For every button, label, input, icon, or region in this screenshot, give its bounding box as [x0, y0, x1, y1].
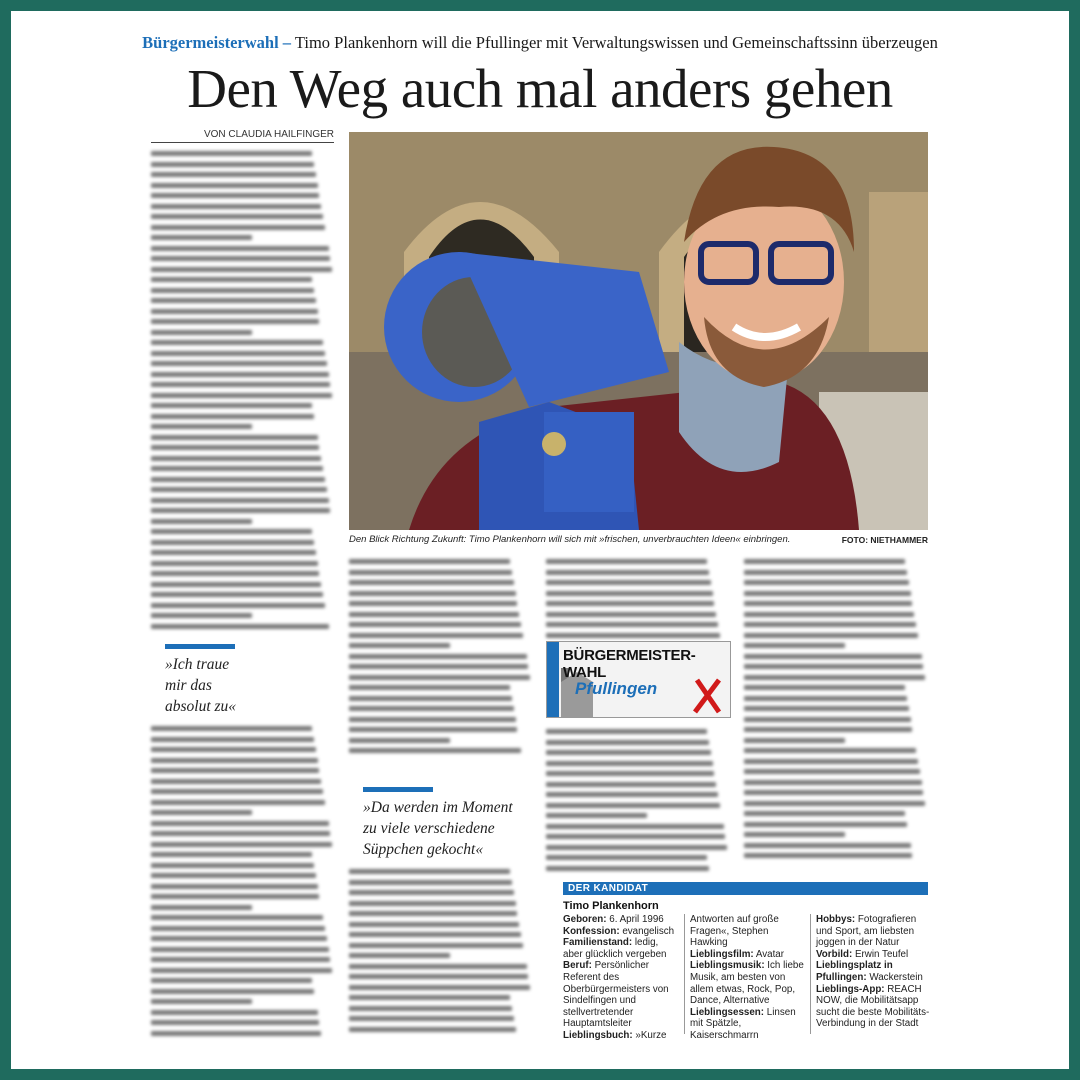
- infobox-value: Persönlicher Referent des Oberbürgermeisters von Sindelfingen und stellvertretender Hauptamtsleiter: [563, 960, 669, 1030]
- blurred-text-line: [546, 580, 711, 585]
- blurred-text-line: [349, 622, 521, 627]
- blurred-text-line: [151, 403, 312, 408]
- infobox-value: Linsen mit Spätzle, Kaiserschmarrn: [690, 1006, 796, 1041]
- blurred-text-line: [546, 771, 714, 776]
- infobox-value: Wackerstein: [866, 971, 923, 983]
- blurred-text-line: [744, 738, 845, 743]
- blurred-text-line: [151, 603, 325, 608]
- blurred-text-line: [744, 727, 912, 732]
- infobox-column-2: [690, 914, 806, 1042]
- blurred-text-line: [151, 737, 314, 742]
- pull-quote-line: Süppchen gekocht«: [363, 841, 484, 858]
- blurred-text-line: [744, 685, 905, 690]
- blurred-text-line: [349, 901, 516, 906]
- pull-quote-line: absolut zu«: [165, 698, 237, 715]
- blurred-text-line: [349, 1006, 512, 1011]
- blurred-text-line: [744, 832, 845, 837]
- blurred-text-line: [151, 842, 332, 847]
- blurred-text-line: [546, 792, 718, 797]
- blurred-text-line: [151, 477, 325, 482]
- blurred-text-line: [546, 824, 724, 829]
- blurred-text-line: [349, 995, 510, 1000]
- blurred-text-line: [151, 340, 323, 345]
- infobox-label: Geboren:: [563, 914, 607, 925]
- blurred-text-line: [151, 957, 330, 962]
- blurred-text-line: [151, 989, 314, 994]
- infobox-divider: [810, 914, 811, 1034]
- infobox-label: Lieblingsplatz in Pfullingen:: [816, 960, 893, 983]
- blurred-text-line: [151, 821, 329, 826]
- logo-title: BÜRGERMEISTER-WAHL: [563, 647, 696, 681]
- infobox-value: Avatar: [753, 948, 785, 960]
- blurred-text-line: [349, 880, 512, 885]
- blurred-text-line: [151, 351, 325, 356]
- blurred-text-line: [349, 964, 527, 969]
- blurred-text-line: [151, 225, 325, 230]
- blurred-text-line: [151, 947, 329, 952]
- blurred-text-line: [151, 256, 330, 261]
- body-text-column-3-bottom: [546, 729, 729, 876]
- blurred-text-line: [151, 298, 316, 303]
- blurred-text-line: [349, 643, 450, 648]
- blurred-text-line: [546, 750, 711, 755]
- pull-quote-line: mir das: [165, 677, 212, 694]
- blurred-text-line: [151, 435, 318, 440]
- blurred-text-line: [744, 570, 907, 575]
- blurred-text-line: [151, 624, 329, 629]
- blurred-text-line: [151, 1020, 319, 1025]
- blurred-text-line: [349, 580, 514, 585]
- blurred-text-line: [151, 267, 332, 272]
- blurred-text-line: [744, 675, 925, 680]
- blurred-text-line: [151, 613, 252, 618]
- body-text-column-left-top: [151, 151, 334, 634]
- pull-quote-line: »Da werden im Moment: [363, 799, 513, 816]
- blurred-text-line: [151, 487, 327, 492]
- blurred-text-line: [546, 622, 718, 627]
- blurred-text-line: [151, 582, 321, 587]
- blurred-text-line: [349, 943, 523, 948]
- blurred-text-line: [151, 162, 314, 167]
- blurred-text-line: [151, 508, 330, 513]
- infobox-label: Lieblingsfilm:: [690, 948, 754, 960]
- blurred-text-line: [151, 330, 252, 335]
- blurred-text-line: [744, 696, 907, 701]
- blurred-text-line: [349, 748, 521, 753]
- blurred-text-line: [151, 884, 318, 889]
- blurred-text-line: [151, 758, 318, 763]
- newspaper-page: [11, 11, 1069, 1069]
- quote-bar: [363, 787, 433, 792]
- blurred-text-line: [349, 1016, 514, 1021]
- blurred-text-line: [744, 706, 909, 711]
- infobox-label: Konfession:: [563, 925, 620, 937]
- infobox-label: Familienstand:: [563, 937, 633, 949]
- blurred-text-line: [151, 309, 318, 314]
- blurred-text-line: [151, 456, 321, 461]
- blurred-text-line: [151, 768, 319, 773]
- blurred-text-line: [151, 561, 318, 566]
- pull-quote: [165, 654, 335, 717]
- blurred-text-line: [349, 570, 512, 575]
- pull-quote: [363, 797, 543, 860]
- blurred-text-line: [151, 800, 325, 805]
- blurred-text-line: [744, 748, 916, 753]
- blurred-text-line: [744, 822, 907, 827]
- blurred-text-line: [151, 978, 312, 983]
- blurred-text-line: [546, 845, 727, 850]
- blurred-text-line: [744, 801, 925, 806]
- blurred-text-line: [744, 811, 905, 816]
- blurred-text-line: [744, 633, 918, 638]
- blurred-text-line: [151, 999, 252, 1004]
- infobox-entry: [690, 960, 806, 1006]
- blurred-text-line: [349, 974, 528, 979]
- infobox-entry: [690, 1007, 806, 1042]
- blurred-text-line: [151, 372, 329, 377]
- blurred-text-line: [151, 414, 314, 419]
- blurred-text-line: [151, 1031, 321, 1036]
- blurred-text-line: [349, 601, 517, 606]
- body-text-column-2-top: [349, 559, 532, 759]
- blurred-text-line: [546, 782, 716, 787]
- infobox-entry: [816, 914, 931, 949]
- infobox-entry: [690, 949, 806, 961]
- blurred-text-line: [349, 922, 519, 927]
- kicker-text: Timo Plankenhorn will die Pfullinger mit Verwaltungswissen und Gemeinschaftssinn überzeugen: [294, 33, 938, 52]
- blurred-text-line: [151, 926, 325, 931]
- blurred-text-line: [151, 151, 312, 156]
- blurred-text-line: [349, 591, 516, 596]
- blurred-text-line: [349, 985, 530, 990]
- blurred-text-line: [546, 612, 716, 617]
- blurred-text-line: [744, 853, 912, 858]
- blurred-text-line: [546, 591, 713, 596]
- blurred-text-line: [744, 717, 911, 722]
- blurred-text-line: [151, 498, 329, 503]
- logo-town: Pfullingen: [575, 679, 658, 698]
- blurred-text-line: [744, 591, 911, 596]
- blurred-text-line: [546, 729, 707, 734]
- blurred-text-line: [151, 246, 329, 251]
- blurred-text-line: [546, 633, 720, 638]
- infobox-entry: [563, 926, 679, 938]
- infobox-value: »Kurze: [632, 1029, 667, 1041]
- blurred-text-line: [349, 953, 450, 958]
- blurred-text-line: [546, 866, 709, 871]
- blurred-text-line: [151, 540, 314, 545]
- blurred-text-line: [151, 550, 316, 555]
- blurred-text-line: [151, 235, 252, 240]
- infobox-value: REACH NOW, die Mobilitätsapp sucht die beste Mobilitäts-Verbindung in der Stadt: [816, 983, 930, 1030]
- blurred-text-line: [151, 863, 314, 868]
- blurred-text-line: [151, 831, 330, 836]
- blurred-text-line: [349, 932, 521, 937]
- blurred-text-line: [151, 277, 312, 282]
- blurred-text-line: [151, 445, 319, 450]
- infobox-entry: [816, 984, 931, 1030]
- blurred-text-line: [744, 780, 922, 785]
- infobox-label: Hobbys:: [816, 914, 856, 925]
- infobox-value: Antworten auf große Fragen«, Stephen Hawking: [690, 914, 779, 949]
- blurred-text-line: [744, 654, 922, 659]
- blurred-text-line: [151, 968, 332, 973]
- blurred-text-line: [744, 790, 923, 795]
- infobox-entry: [816, 949, 931, 961]
- blurred-text-line: [151, 288, 314, 293]
- blurred-text-line: [151, 894, 319, 899]
- infobox-entry: [563, 914, 679, 926]
- blurred-text-line: [151, 204, 321, 209]
- blurred-text-line: [151, 424, 252, 429]
- blurred-text-line: [546, 740, 709, 745]
- quote-bar: [165, 644, 235, 649]
- infobox-label: Lieblingsessen:: [690, 1006, 765, 1018]
- blurred-text-line: [546, 834, 725, 839]
- blurred-text-line: [744, 622, 916, 627]
- blurred-text-line: [349, 664, 528, 669]
- infobox-label: Lieblingsbuch:: [563, 1029, 633, 1041]
- infobox-label: Lieblings-App:: [816, 983, 885, 995]
- article-photo: [349, 132, 928, 530]
- infobox-value: ledig, aber glücklich vergeben: [563, 937, 667, 960]
- blurred-text-line: [151, 172, 316, 177]
- blurred-text-line: [546, 803, 720, 808]
- blurred-text-line: [151, 779, 321, 784]
- blurred-text-line: [546, 855, 707, 860]
- blurred-text-line: [151, 393, 332, 398]
- blurred-text-line: [151, 810, 252, 815]
- body-text-column-2-bottom: [349, 869, 532, 1037]
- blurred-text-line: [349, 675, 530, 680]
- blurred-text-line: [744, 612, 914, 617]
- blurred-text-line: [151, 873, 316, 878]
- blurred-text-line: [349, 612, 519, 617]
- blurred-text-line: [151, 361, 327, 366]
- blurred-text-line: [349, 1027, 516, 1032]
- kicker-line: [11, 33, 1069, 53]
- infobox-column-1: [563, 914, 679, 1042]
- blurred-text-line: [349, 706, 514, 711]
- election-logo: [546, 641, 731, 718]
- blurred-text-line: [151, 592, 323, 597]
- candidate-name: Timo Plankenhorn: [563, 900, 659, 912]
- blurred-text-line: [151, 905, 252, 910]
- blurred-text-line: [349, 738, 450, 743]
- infobox-label: Beruf:: [563, 960, 592, 972]
- infobox-label: Vorbild:: [816, 948, 853, 960]
- infobox-value: Fotografieren und Sport, am liebsten joggen in der Natur: [816, 914, 917, 949]
- kicker-keyword: Bürgermeisterwahl –: [142, 33, 292, 52]
- blurred-text-line: [151, 747, 316, 752]
- blurred-text-line: [151, 789, 323, 794]
- blurred-text-line: [151, 183, 318, 188]
- blurred-text-line: [151, 529, 312, 534]
- blurred-text-line: [151, 915, 323, 920]
- blurred-text-line: [349, 696, 512, 701]
- blurred-text-line: [151, 852, 312, 857]
- blurred-text-line: [546, 601, 714, 606]
- blurred-text-line: [349, 685, 510, 690]
- pull-quote-line: »Ich traue: [165, 656, 230, 673]
- blurred-text-line: [744, 769, 920, 774]
- blurred-text-line: [151, 382, 330, 387]
- blurred-text-line: [349, 633, 523, 638]
- blurred-text-line: [349, 890, 514, 895]
- blurred-text-line: [151, 193, 319, 198]
- blurred-text-line: [151, 726, 312, 731]
- infobox-entry: [690, 914, 806, 949]
- blurred-text-line: [151, 466, 323, 471]
- blurred-text-line: [151, 571, 319, 576]
- body-text-column-4: [744, 559, 927, 864]
- infobox-divider: [684, 914, 685, 1034]
- byline: VON CLAUDIA HAILFINGER: [151, 129, 334, 143]
- infobox-entry: [563, 937, 679, 960]
- blurred-text-line: [349, 911, 517, 916]
- infobox-value: evangelisch: [619, 925, 675, 937]
- blurred-text-line: [744, 664, 923, 669]
- blurred-text-line: [546, 761, 713, 766]
- pull-quote-line: zu viele verschiedene: [363, 820, 495, 837]
- infobox-entry: [563, 960, 679, 1030]
- infobox-heading: DER KANDIDAT: [563, 882, 928, 895]
- infobox-value: Erwin Teufel: [852, 948, 909, 960]
- infobox-label: Lieblingsmusik:: [690, 960, 765, 972]
- blurred-text-line: [744, 759, 918, 764]
- blurred-text-line: [151, 519, 252, 524]
- blurred-text-line: [744, 643, 845, 648]
- infobox-value: 6. April 1996: [606, 914, 664, 925]
- headline: Den Weg auch mal anders gehen: [187, 58, 893, 119]
- photo-caption: Den Blick Richtung Zukunft: Timo Plankenhorn will sich mit »frischen, unverbrauchten Ideen« einbringen.: [349, 534, 791, 545]
- body-text-column-left-bottom: [151, 726, 334, 1041]
- blurred-text-line: [151, 214, 323, 219]
- blurred-text-line: [349, 559, 510, 564]
- blurred-text-line: [349, 717, 516, 722]
- blurred-text-line: [546, 559, 707, 564]
- infobox-column-3: [816, 914, 931, 1030]
- blurred-text-line: [546, 570, 709, 575]
- blurred-text-line: [744, 843, 911, 848]
- body-text-column-3-top: [546, 559, 729, 643]
- blurred-text-line: [151, 936, 327, 941]
- blurred-text-line: [151, 319, 319, 324]
- blurred-text-line: [744, 559, 905, 564]
- photo-credit: FOTO: NIETHAMMER: [841, 535, 928, 545]
- blurred-text-line: [349, 869, 510, 874]
- infobox-entry: [563, 1030, 679, 1042]
- blurred-text-line: [349, 727, 517, 732]
- blurred-text-line: [546, 813, 647, 818]
- blurred-text-line: [744, 601, 912, 606]
- blurred-text-line: [349, 654, 527, 659]
- blurred-text-line: [744, 580, 909, 585]
- infobox-entry: [816, 960, 931, 983]
- infobox-value: Ich liebe Musik, am besten von allem etwas, Rock, Pop, Dance, Alternative: [690, 960, 804, 1007]
- blurred-text-line: [151, 1010, 318, 1015]
